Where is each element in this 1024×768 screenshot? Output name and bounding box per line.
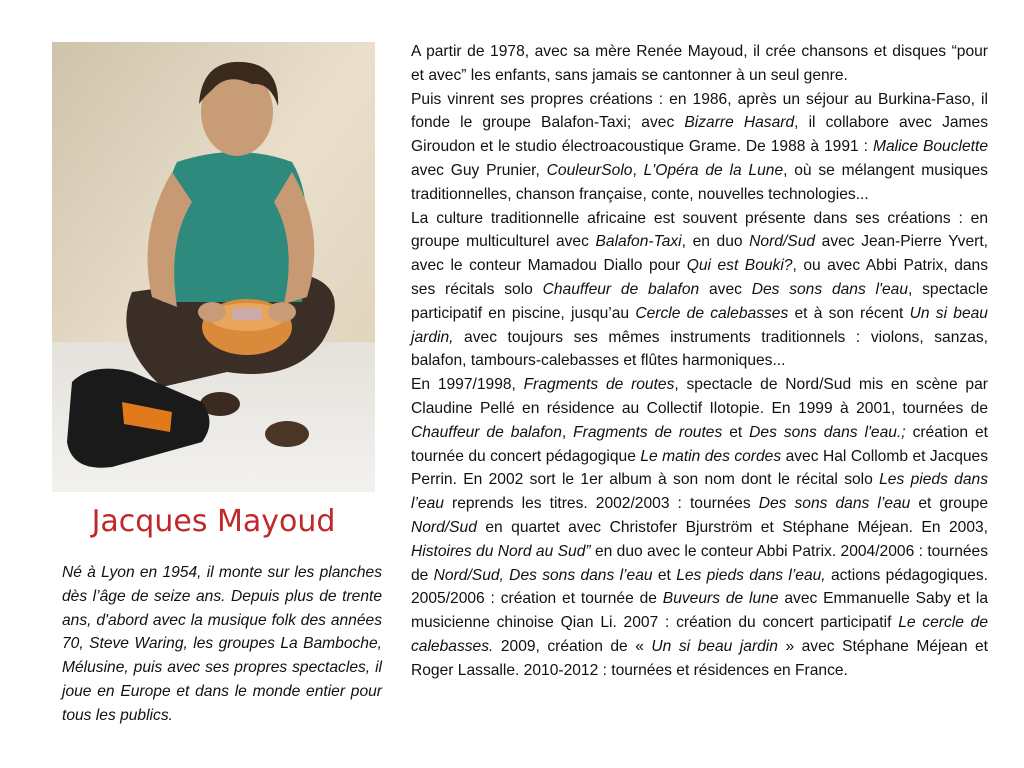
- paragraph-3: [411, 207, 988, 374]
- text-run: et: [652, 566, 677, 584]
- text-run: , où se mélangent musiques traditionnelles, chanson française, conte, nouvelles technologies...: [411, 161, 988, 203]
- text-run: avec Jean-Pierre Yvert, avec le conteur Mamadou Diallo pour: [411, 233, 988, 275]
- text-run: , ou avec Abbi Patrix, dans ses récitals solo: [411, 257, 989, 298]
- paragraph-4: [411, 373, 988, 682]
- italic-title: Nord/Sud, Des sons dans l’eau: [433, 566, 653, 584]
- italic-title: Chauffeur de balafon: [411, 423, 562, 441]
- text-run: 2009, création de «: [493, 637, 652, 655]
- text-run: » avec Stéphane Méjean et Roger Lassalle. 2010-2012 : tournées et résidences en France.: [411, 637, 988, 679]
- italic-title: Fragments de routes: [523, 376, 675, 394]
- italic-title: Buveurs de lune: [662, 590, 779, 608]
- italic-title: Balafon-Taxi: [595, 233, 682, 251]
- text-run: en quartet avec Christofer Bjurström et Stéphane Méjean. En 2003,: [476, 518, 988, 536]
- text-run: Puis vinrent ses propres créations : en 1986, après un séjour au Burkina-Faso, il fonde le groupe Balafon-Taxi; avec: [411, 90, 988, 132]
- italic-title: Le cercle de calebasses.: [411, 614, 989, 655]
- italic-title: Des sons dans l’eau: [758, 495, 911, 513]
- text-run: , spectacle participatif en piscine, jusqu’au: [411, 280, 988, 322]
- italic-title: Un si beau jardin: [651, 637, 778, 655]
- text-run: avec Emmanuelle Saby et la musicienne chinoise Qian Li. 2007 : création du concert participatif: [411, 590, 988, 632]
- italic-title: Le matin des cordes: [640, 447, 782, 465]
- text-run: ,: [561, 423, 574, 441]
- main-text: [411, 40, 988, 683]
- text-run: En 1997/1998,: [411, 376, 524, 394]
- text-run: La culture traditionnelle africaine est souvent présente dans ses créations : en groupe multiculturel avec: [411, 209, 988, 251]
- text-run: ,: [632, 161, 644, 179]
- paragraph-1: [411, 40, 988, 88]
- biography-summary: Né à Lyon en 1954, il monte sur les planches dès l’âge de seize ans. Depuis plus de trente ans, d'abord avec la musique folk des années 70, Steve Waring, les groupes La Bamboche, Mélusine, puis avec ses propres spectacles, il joue en Europe et dans le monde entier pour tous les publics.: [62, 564, 382, 724]
- text-run: avec: [699, 280, 752, 298]
- text-run: actions pédagogiques. 2005/2006 : création et tournée de: [411, 566, 988, 608]
- text-run: avec toujours ses mêmes instruments traditionnels : violons, sanzas, balafon, tambours-calebasses et flûtes harmoniques...: [411, 328, 988, 370]
- text-run: reprends les titres. 2002/2003 : tournées: [443, 495, 759, 513]
- italic-title: Fragments de routes: [573, 423, 723, 441]
- portrait-photo: [52, 42, 375, 492]
- text-run: , il collabore avec James Giroudon et le studio électroacoustique Grame. De 1988 à 1991 :: [411, 114, 988, 156]
- paragraph-2: [411, 88, 988, 207]
- italic-title: Qui est Bouki?: [686, 257, 793, 275]
- text-run: avec Guy Prunier,: [411, 161, 547, 179]
- italic-title: Histoires du Nord au Sud”: [411, 542, 591, 560]
- italic-title: Nord/Sud: [749, 233, 816, 251]
- italic-title: CouleurSolo: [546, 161, 633, 179]
- italic-title: Cercle de calebasses: [635, 304, 789, 322]
- italic-title: Les pieds dans l’eau,: [676, 566, 826, 584]
- person-name: Jacques Mayoud: [91, 504, 336, 539]
- italic-title: Des sons dans l'eau.;: [749, 423, 906, 441]
- text-run: et à son récent: [788, 304, 910, 322]
- italic-title: Chauffeur de balafon: [542, 280, 700, 298]
- text-run: avec Hal Collomb et Jacques Perrin. En 2002 sort le 1er album à son nom dont le récital solo: [411, 447, 989, 489]
- italic-title: Bizarre Hasard: [684, 114, 795, 132]
- text-run: et: [722, 423, 750, 441]
- text-run: , spectacle de Nord/Sud mis en scène par Claudine Pellé en résidence au Collectif Ilotopie. En 1999 à 2001, tournées de: [411, 376, 988, 417]
- text-run: et groupe: [910, 495, 988, 513]
- text-run: création et tournée du concert pédagogique: [411, 423, 988, 465]
- italic-title: L'Opéra de la Lune: [643, 161, 784, 179]
- text-run: A partir de 1978, avec sa mère Renée Mayoud, il crée chansons et disques “pour et avec” les enfants, sans jamais se cantonner à un seul genre.: [411, 43, 988, 84]
- text-run: en duo avec le conteur Abbi Patrix. 2004/2006 : tournées de: [411, 542, 989, 584]
- italic-title: Les pieds dans l’eau: [411, 471, 988, 513]
- italic-title: Un si beau jardin,: [411, 304, 988, 346]
- italic-title: Des sons dans l'eau: [751, 280, 908, 298]
- italic-title: Malice Bouclette: [872, 138, 988, 156]
- text-run: , en duo: [681, 233, 750, 251]
- italic-title: Nord/Sud: [411, 518, 477, 536]
